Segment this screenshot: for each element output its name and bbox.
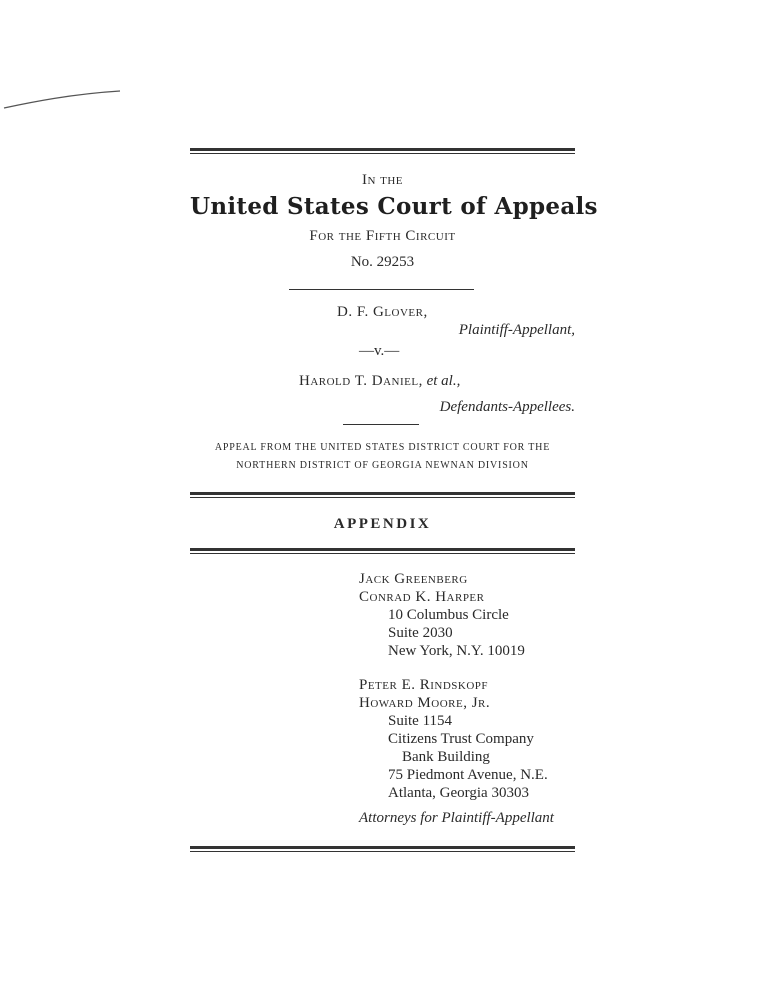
- parties-rule: [343, 424, 419, 425]
- address-line: 75 Piedmont Avenue, N.E.: [388, 767, 548, 783]
- defendant-name: Harold T. Daniel,: [299, 373, 423, 389]
- in-the-text: In the: [361, 172, 404, 188]
- upper-appendix-rule: [190, 492, 575, 498]
- circuit-text: For the Fifth Circuit: [309, 228, 456, 244]
- court-name: United States Court of Appeals: [190, 193, 598, 220]
- attorney-name-harper: Conrad K. Harper: [359, 589, 485, 605]
- address-line: New York, N.Y. 10019: [388, 643, 525, 659]
- attorneys-role: Attorneys for Plaintiff-Appellant: [359, 810, 554, 826]
- versus-text: —v.—: [359, 343, 400, 359]
- appeal-line-1: APPEAL FROM THE UNITED STATES DISTRICT COURT FOR THE: [214, 442, 551, 453]
- appendix-title: APPENDIX: [333, 516, 432, 532]
- attorney-name-greenberg: Jack Greenberg: [359, 571, 468, 587]
- defendant-line: [299, 372, 460, 390]
- stray-pen-mark: [2, 88, 122, 110]
- lower-appendix-rule: [190, 548, 575, 554]
- plaintiff-name: D. F. Glover,: [337, 304, 428, 320]
- attorney-name-moore: Howard Moore, Jr.: [359, 695, 491, 711]
- top-double-rule: [190, 148, 575, 154]
- address-line: Bank Building: [402, 749, 490, 765]
- plaintiff-role: Plaintiff-Appellant,: [458, 322, 575, 338]
- case-number: No. 29253: [350, 254, 415, 270]
- address-line: 10 Columbus Circle: [388, 607, 509, 623]
- attorney-name-rindskopf: Peter E. Rindskopf: [359, 677, 489, 693]
- header-rule: [289, 289, 474, 290]
- address-line: Suite 1154: [388, 713, 453, 729]
- address-line: Atlanta, Georgia 30303: [388, 785, 529, 801]
- bottom-double-rule: [190, 846, 575, 852]
- appeal-line-2: NORTHERN DISTRICT OF GEORGIA NEWNAN DIVISION: [236, 460, 529, 471]
- defendant-role: Defendants-Appellees.: [439, 399, 575, 415]
- address-line: Suite 2030: [388, 625, 453, 641]
- defendant-et-al: et al.,: [426, 373, 461, 389]
- address-line: Citizens Trust Company: [388, 731, 534, 747]
